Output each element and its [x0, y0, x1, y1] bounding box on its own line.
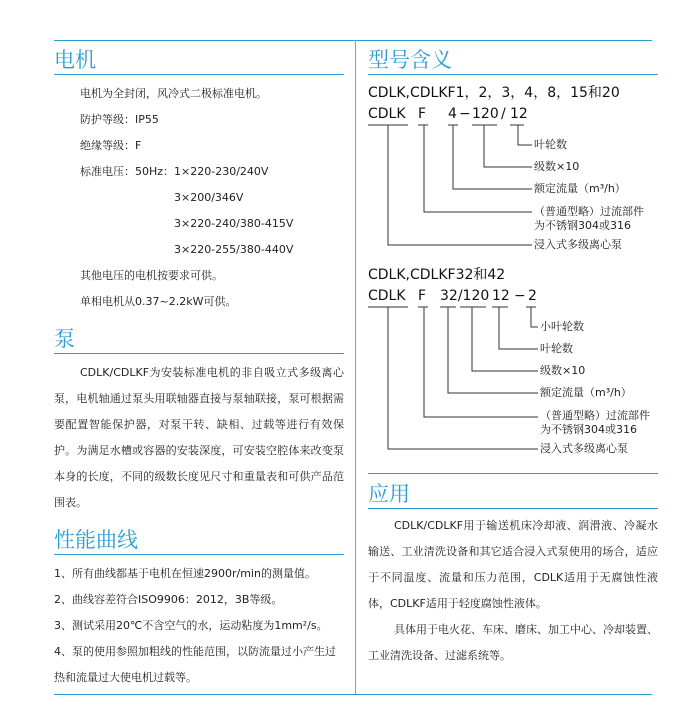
token-cdlk: CDLK — [368, 288, 406, 304]
bottom-rule — [54, 694, 652, 695]
motor-line: 3×220-240/380-415V — [174, 217, 294, 230]
motor-line: 3×220-255/380-440V — [174, 243, 294, 256]
label-material-1: （普通型略）过流部件 — [540, 409, 650, 422]
label-rated-flow: 额定流量（m³/h） — [540, 386, 632, 399]
label-rated-flow: 额定流量（m³/h） — [534, 182, 626, 195]
label-impeller-count: 叶轮数 — [534, 138, 567, 151]
curve-item: 2、曲线容差符合ISO9906：2012，3B等级。 — [54, 593, 283, 606]
model-group1-heading: CDLK,CDLKF1，2，3，4，8，15和20 — [368, 85, 620, 101]
application-title: 应用 — [368, 482, 410, 506]
motor-line: 其他电压的电机按要求可供。 — [80, 269, 223, 282]
model-title: 型号含义 — [368, 48, 452, 72]
token-flow-stages: 32/120 — [440, 288, 490, 304]
label-stages: 级数×10 — [540, 364, 586, 377]
model-diagram-2 — [368, 285, 658, 457]
left-column — [54, 46, 344, 691]
curve-item: 1、所有曲线都基于电机在恒速2900r/min的测量值。 — [54, 567, 316, 580]
token-slash: / — [501, 106, 506, 122]
token-dash: − — [514, 288, 526, 304]
motor-line: 3×200/346V — [174, 191, 244, 204]
top-rule — [54, 40, 652, 41]
right-column — [368, 46, 658, 669]
token-impellers: 12 — [510, 106, 528, 122]
pump-description: CDLK/CDLKF为安装标准电机的非自吸立式多级离心泵，电机轴通过泵头用联轴器直接与泵轴联接，泵可根据需要配置智能保护器，对泵干转、缺相、过载等进行有效保护。为满足水槽或容器的安装深度，可安装空腔体来改变泵本身的长度，不同的级数长度见尺寸和重量表和可供产品范围表。 — [54, 366, 344, 509]
motor-line: 绝缘等级：F — [80, 139, 142, 152]
curve-item: 4、泵的使用参照加粗线的性能范围，以防流量过小产生过热和流量过大使电机过载等。 — [54, 645, 336, 684]
token-f: F — [418, 106, 427, 122]
application-para-2: 具体用于电火花、车床、磨床、加工中心、冷却装置、工业清洗设备、过滤系统等。 — [368, 623, 658, 662]
token-impellers: 12 — [492, 288, 510, 304]
token-dash: − — [459, 106, 471, 122]
application-para-1: CDLK/CDLKF用于输送机床冷却液、润滑液、冷凝水输送、工业清洗设备和其它适合浸入式泵使用的场合，适应于不同温度、流量和压力范围，CDLK适用于无腐蚀性液体，CDLKF适用于轻度腐蚀性液体。 — [368, 519, 658, 610]
curve-item: 3、测试采用20℃不含空气的水，运动粘度为1mm²/s。 — [54, 619, 328, 632]
label-material-2: 为不锈钢304或316 — [540, 423, 637, 436]
column-divider — [355, 40, 356, 694]
model-group2-heading: CDLK,CDLKF32和42 — [368, 267, 506, 283]
motor-line: 电机为全封闭，风冷式二极标准电机。 — [80, 87, 267, 100]
model-diagram-1 — [368, 103, 658, 253]
label-small-impeller-count: 小叶轮数 — [540, 320, 584, 333]
curve-title: 性能曲线 — [54, 528, 138, 552]
label-material-2: 为不锈钢304或316 — [534, 219, 631, 232]
token-flow: 120 — [472, 106, 499, 122]
label-pump-type: 浸入式多级离心泵 — [534, 238, 622, 251]
token-cdlk: CDLK — [368, 106, 406, 122]
label-material-1: （普通型略）过流部件 — [534, 205, 644, 218]
motor-line: 单相电机从0.37~2.2kW可供。 — [80, 295, 237, 308]
label-impeller-count: 叶轮数 — [540, 342, 573, 355]
pump-title: 泵 — [54, 327, 75, 351]
token-f: F — [418, 288, 427, 304]
label-pump-type: 浸入式多级离心泵 — [540, 442, 628, 455]
token-stages-digit: 4 — [448, 106, 457, 122]
motor-title: 电机 — [54, 48, 96, 72]
motor-line: 标准电压：50Hz：1×220-230/240V — [80, 165, 269, 178]
motor-line: 防护等级：IP55 — [80, 113, 159, 126]
label-stages: 级数×10 — [534, 160, 580, 173]
token-small-impellers: 2 — [528, 288, 537, 304]
